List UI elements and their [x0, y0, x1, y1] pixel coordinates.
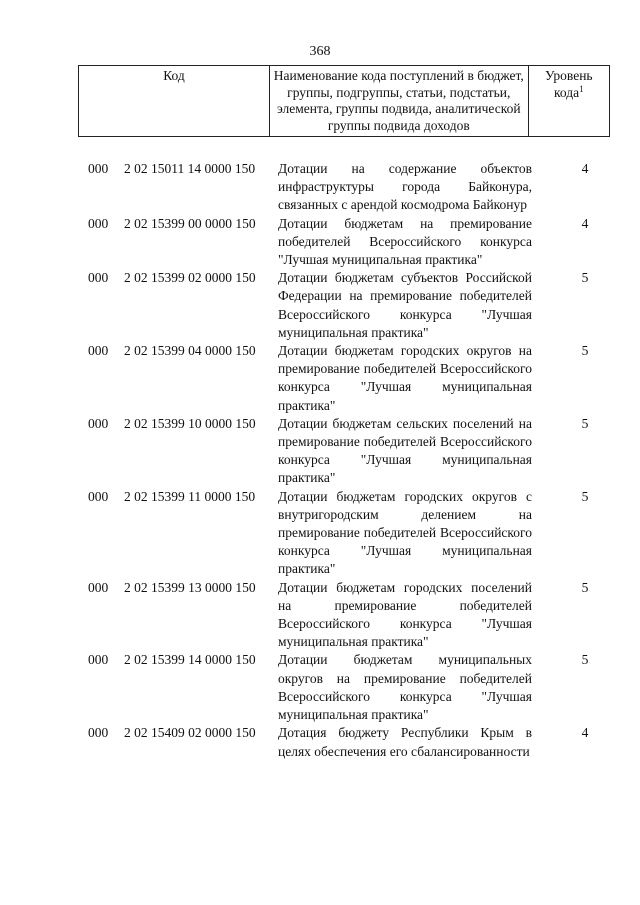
admin-code-cell: 000: [88, 270, 109, 286]
header-name-label: Наименование кода поступлений в бюджет, группы, подгруппы, статьи, подстатьи, элемента, группы подвида, аналитической группы подвида доходов: [273, 68, 524, 133]
income-name-cell: Дотации бюджетам на премирование победителей Всероссийского конкурса "Лучшая муниципальная практика": [278, 215, 532, 268]
table-body: [78, 160, 610, 761]
income-code-cell: 2 02 15399 14 0000 150: [124, 652, 256, 668]
admin-code-cell: 000: [88, 652, 109, 668]
income-code-cell: 2 02 15399 00 0000 150: [124, 215, 256, 231]
income-name-cell: Дотации бюджетам городских округов с внутригородским делением на премирование победителей Всероссийского конкурса "Лучшая муниципальная практика": [278, 488, 532, 577]
header-code-label: Код: [163, 68, 185, 83]
header-name-cell: [269, 66, 528, 137]
code-level-cell: 5: [581, 652, 589, 668]
income-name-cell: Дотации бюджетам муниципальных округов на премирование победителей Всероссийского конкурса "Лучшая муниципальная практика": [278, 652, 532, 723]
admin-code-cell: 000: [88, 215, 109, 231]
header-level-label: Уровень кода: [545, 68, 593, 100]
page-number: 368: [309, 44, 331, 59]
code-level-cell: 5: [581, 415, 589, 431]
code-level-cell: 4: [581, 161, 589, 176]
income-name-cell: Дотации бюджетам городских округов на премирование победителей Всероссийского конкурса "Лучшая муниципальная практика": [278, 343, 532, 413]
header-code-cell: [79, 66, 270, 137]
table-row: [78, 342, 610, 415]
income-name-cell: Дотации бюджетам городских поселений на премирование победителей Всероссийского конкурса "Лучшая муниципальная практика": [278, 579, 532, 650]
admin-code-cell: 000: [88, 488, 109, 504]
income-code-cell: 2 02 15399 11 0000 150: [124, 488, 256, 504]
table-row: [78, 651, 610, 724]
income-name-cell: Дотации бюджетам сельских поселений на премирование победителей Всероссийского конкурса "Лучшая муниципальная практика": [278, 415, 532, 486]
admin-code-cell: 000: [88, 161, 109, 176]
income-code-cell: 2 02 15409 02 0000 150: [124, 725, 256, 741]
table-row: [78, 215, 610, 270]
table-row: [78, 724, 610, 760]
admin-code-cell: 000: [88, 725, 109, 741]
admin-code-cell: 000: [88, 343, 109, 359]
table-header: [78, 65, 610, 137]
income-code-cell: 2 02 15399 04 0000 150: [124, 343, 256, 359]
table-row: [78, 160, 610, 215]
code-level-cell: 5: [581, 579, 589, 595]
admin-code-cell: 000: [88, 415, 109, 431]
code-level-cell: 5: [581, 270, 589, 286]
header-level-footnote: 1: [579, 83, 584, 94]
table-row: [78, 488, 610, 579]
income-name-cell: Дотация бюджету Республики Крым в целях обеспечения его сбалансированности: [278, 725, 532, 759]
code-level-cell: 4: [581, 725, 589, 741]
income-code-cell: 2 02 15011 14 0000 150: [124, 161, 256, 176]
income-name-cell: Дотации на содержание объектов инфраструктуры города Байконура, связанных с арендой космодрома Байконур: [278, 161, 532, 213]
income-code-cell: 2 02 15399 13 0000 150: [124, 579, 256, 595]
income-name-cell: Дотации бюджетам субъектов Российской Федерации на премирование победителей Всероссийского конкурса "Лучшая муниципальная практика": [278, 270, 532, 340]
table-row: [78, 415, 610, 488]
income-code-cell: 2 02 15399 10 0000 150: [124, 415, 256, 431]
code-level-cell: 5: [581, 343, 589, 359]
code-level-cell: 5: [581, 488, 589, 504]
table-row: [78, 579, 610, 652]
header-level-cell: [528, 66, 609, 137]
admin-code-cell: 000: [88, 579, 109, 595]
code-level-cell: 4: [581, 215, 589, 231]
table-row: [78, 269, 610, 342]
income-code-cell: 2 02 15399 02 0000 150: [124, 270, 256, 286]
